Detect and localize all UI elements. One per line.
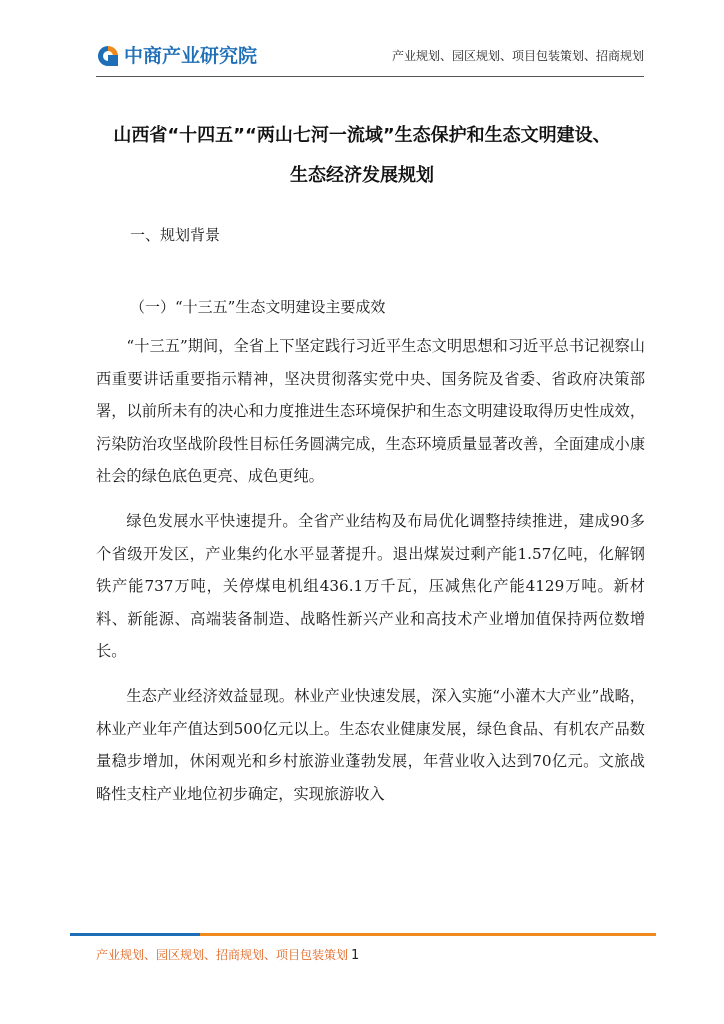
document-title-line-1: 山西省“十四五”“两山七河一流域”生态保护和生态文明建设、 [113,125,611,146]
page-footer [96,947,359,964]
header-divider [96,76,644,77]
body-text [96,330,645,822]
logo-mark-icon [96,44,120,68]
logo-text: 中商产业研究院 [124,45,258,67]
subsection-heading: （一）“十三五”生态文明建设主要成效 [130,298,386,316]
header-tagline: 产业规划、园区规划、项目包装策划、招商规划 [391,49,644,63]
paragraph-overview: “十三五”期间，全省上下坚定践行习近平生态文明思想和习近平总书记视察山西重要讲话重要指示精神，坚决贯彻落实党中央、国务院及省委、省政府决策部署，以前所未有的决心和力度推进生态环境保护和生态文明建设取得历史性成效，污染防治攻坚战阶段性目标任务圆满完成，生态环境质量显著改善，全面建成小康社会的绿色底色更亮、成色更纯。 [96,337,645,486]
paragraph-green-development: 绿色发展水平快速提升。全省产业结构及布局优化调整持续推进，建成90多个省级开发区，产业集约化水平显著提升。退出煤炭过剩产能1.57亿吨，化解钢铁产能737万吨，关停煤电机组436.1万千瓦，压减焦化产能4129万吨。新材料、新能源、高端装备制造、战略性新兴产业和高技术产业增加值保持两位数增长。 [96,511,645,661]
footer-divider-orange [200,933,656,936]
company-logo [96,44,257,68]
page-number: 1 [351,948,360,963]
page-header [0,0,724,80]
footer-tagline: 产业规划、园区规划、招商规划、项目包装策划 [96,948,349,962]
footer-divider-blue [70,933,200,936]
footer-divider [70,933,656,936]
document-title-line-2: 生态经济发展规划 [290,165,434,186]
paragraph-eco-industry: 生态产业经济效益显现。林业产业快速发展，深入实施“小灌木大产业”战略，林业产业年产值达到500亿元以上。生态农业健康发展，绿色食品、有机农产品数量稳步增加，休闲观光和乡村旅游业蓬勃发展，年营业收入达到70亿元。文旅战略性支柱产业地位初步确定，实现旅游收入 [96,686,645,803]
section-heading: 一、规划背景 [130,226,221,244]
